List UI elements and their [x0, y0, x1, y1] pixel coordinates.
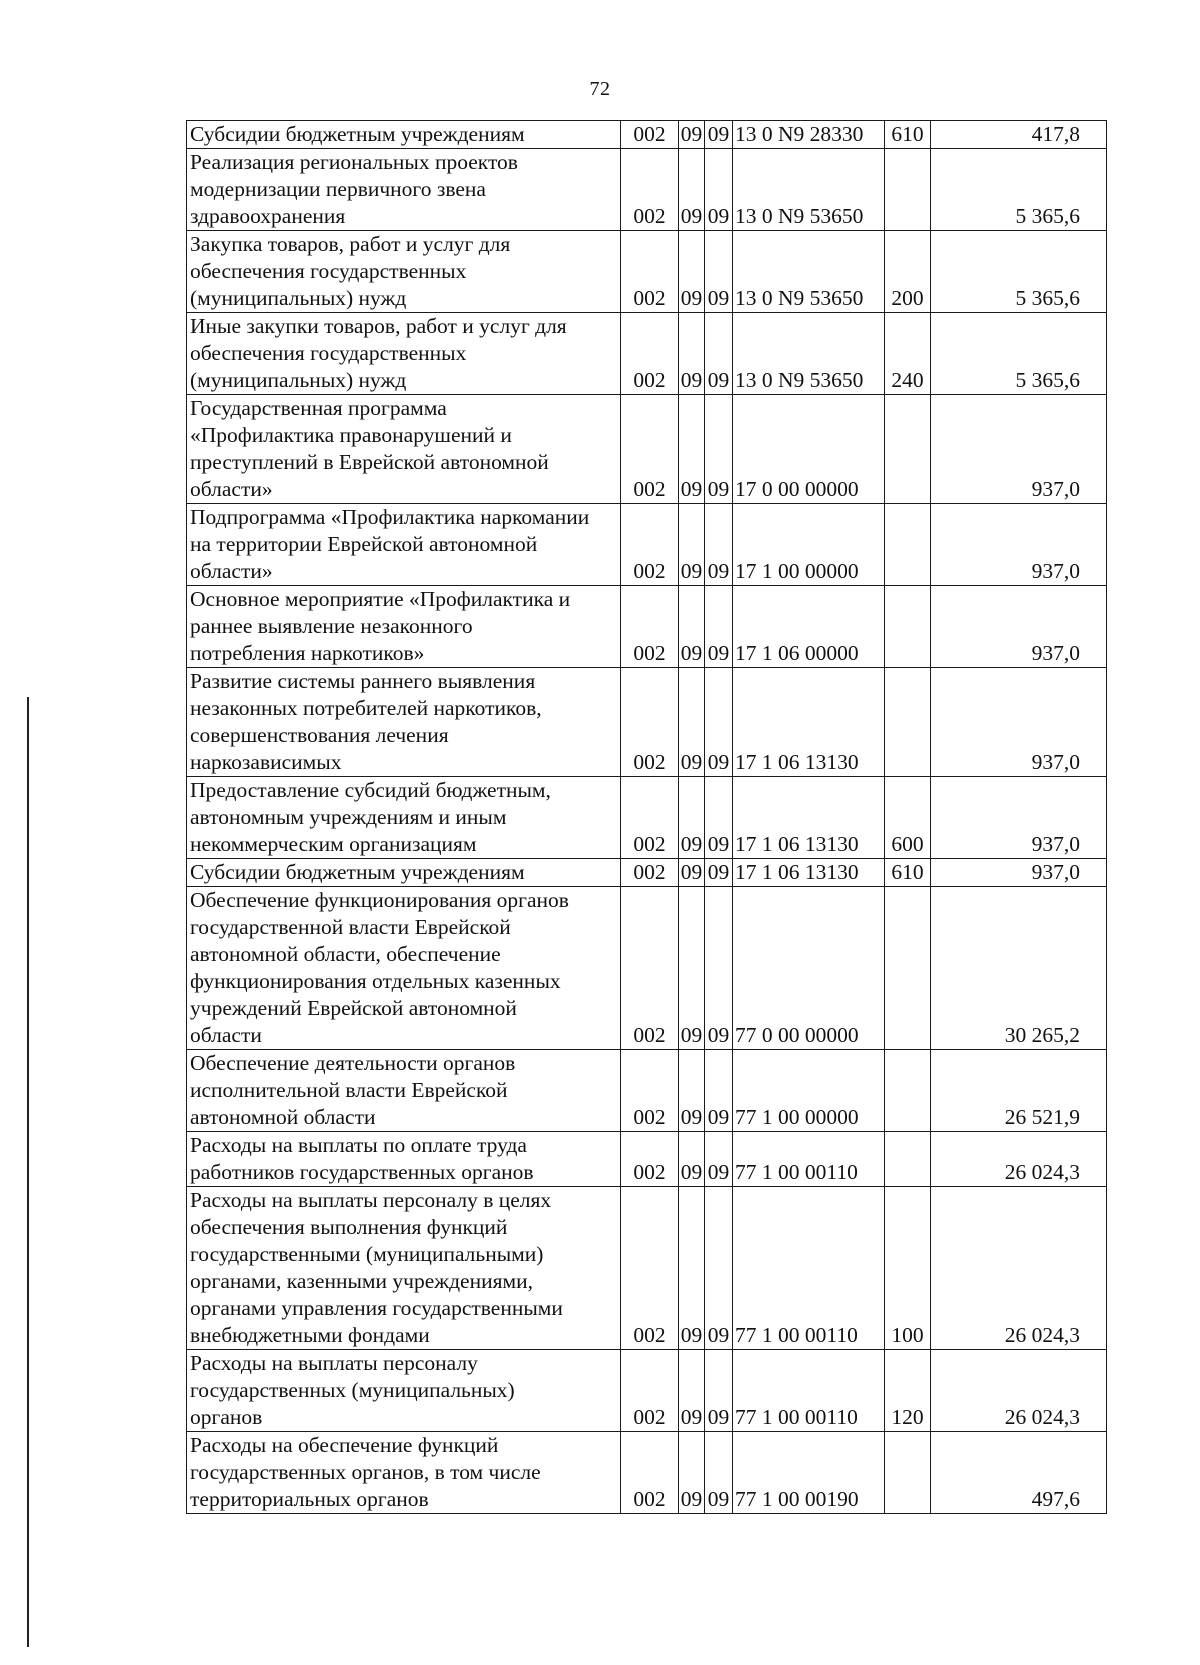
section-code: 09 [679, 887, 705, 1050]
section-code: 09 [679, 1432, 705, 1514]
row-name: Расходы на выплаты персоналу в целях обеспечения выполнения функций государственными (муниципальными) органами, казенными учреждениями, органами управления государственными внебюджетными фондами [187, 1187, 621, 1350]
table-row [187, 121, 1107, 149]
section-code: 09 [679, 668, 705, 777]
subsection-code: 09 [705, 777, 733, 859]
subsection-code: 09 [705, 1132, 733, 1187]
table-row [187, 231, 1107, 313]
expense-type-code [885, 1432, 931, 1514]
subsection-code: 09 [705, 121, 733, 149]
expense-type-code [885, 504, 931, 586]
target-article-code: 13 0 N9 53650 [733, 313, 885, 395]
amount: 937,0 [931, 859, 1107, 887]
table-row [187, 777, 1107, 859]
dept-code: 002 [621, 1050, 679, 1132]
table-row [187, 395, 1107, 504]
page-number: 72 [589, 78, 611, 100]
table-row [187, 1350, 1107, 1432]
target-article-code: 17 1 06 13130 [733, 777, 885, 859]
amount: 5 365,6 [931, 313, 1107, 395]
expense-type-code [885, 586, 931, 668]
dept-code: 002 [621, 313, 679, 395]
subsection-code: 09 [705, 1187, 733, 1350]
expense-type-code: 200 [885, 231, 931, 313]
subsection-code: 09 [705, 586, 733, 668]
amount: 26 024,3 [931, 1350, 1107, 1432]
target-article-code: 17 0 00 00000 [733, 395, 885, 504]
row-name: Расходы на выплаты персоналу государственных (муниципальных) органов [187, 1350, 621, 1432]
expense-type-code [885, 395, 931, 504]
amount: 5 365,6 [931, 231, 1107, 313]
subsection-code: 09 [705, 887, 733, 1050]
expense-type-code: 610 [885, 859, 931, 887]
expense-type-code: 240 [885, 313, 931, 395]
table-row [187, 313, 1107, 395]
table-row [187, 504, 1107, 586]
section-code: 09 [679, 149, 705, 231]
subsection-code: 09 [705, 504, 733, 586]
target-article-code: 13 0 N9 28330 [733, 121, 885, 149]
row-name: Закупка товаров, работ и услуг для обеспечения государственных (муниципальных) нужд [187, 231, 621, 313]
expense-type-code [885, 887, 931, 1050]
subsection-code: 09 [705, 395, 733, 504]
expense-type-code [885, 1050, 931, 1132]
subsection-code: 09 [705, 313, 733, 395]
dept-code: 002 [621, 859, 679, 887]
amount: 937,0 [931, 586, 1107, 668]
subsection-code: 09 [705, 1350, 733, 1432]
expense-type-code [885, 668, 931, 777]
table-row [187, 586, 1107, 668]
target-article-code: 77 1 00 00110 [733, 1132, 885, 1187]
row-name: Развитие системы раннего выявления незаконных потребителей наркотиков, совершенствования лечения наркозависимых [187, 668, 621, 777]
row-name: Подпрограмма «Профилактика наркомании на территории Еврейской автономной области» [187, 504, 621, 586]
dept-code: 002 [621, 504, 679, 586]
expense-type-code [885, 1132, 931, 1187]
dept-code: 002 [621, 395, 679, 504]
expense-type-code: 100 [885, 1187, 931, 1350]
dept-code: 002 [621, 586, 679, 668]
row-name: Предоставление субсидий бюджетным, автономным учреждениям и иным некоммерческим организациям [187, 777, 621, 859]
target-article-code: 77 1 00 00110 [733, 1350, 885, 1432]
amount: 937,0 [931, 504, 1107, 586]
section-code: 09 [679, 777, 705, 859]
amount: 937,0 [931, 395, 1107, 504]
target-article-code: 77 1 00 00000 [733, 1050, 885, 1132]
dept-code: 002 [621, 1187, 679, 1350]
row-name: Государственная программа «Профилактика правонарушений и преступлений в Еврейской автономной области» [187, 395, 621, 504]
row-name: Расходы на обеспечение функций государственных органов, в том числе территориальных органов [187, 1432, 621, 1514]
amount: 30 265,2 [931, 887, 1107, 1050]
section-code: 09 [679, 1350, 705, 1432]
row-name: Реализация региональных проектов модернизации первичного звена здравоохранения [187, 149, 621, 231]
section-code: 09 [679, 121, 705, 149]
dept-code: 002 [621, 668, 679, 777]
dept-code: 002 [621, 231, 679, 313]
budget-table [186, 120, 1107, 1514]
row-name: Субсидии бюджетным учреждениям [187, 859, 621, 887]
dept-code: 002 [621, 1350, 679, 1432]
target-article-code: 77 0 00 00000 [733, 887, 885, 1050]
amount: 26 024,3 [931, 1132, 1107, 1187]
target-article-code: 17 1 06 00000 [733, 586, 885, 668]
row-name: Субсидии бюджетным учреждениям [187, 121, 621, 149]
section-code: 09 [679, 1132, 705, 1187]
dept-code: 002 [621, 777, 679, 859]
target-article-code: 17 1 00 00000 [733, 504, 885, 586]
target-article-code: 77 1 00 00110 [733, 1187, 885, 1350]
table-row [187, 1050, 1107, 1132]
table-row [187, 887, 1107, 1050]
amount: 26 024,3 [931, 1187, 1107, 1350]
subsection-code: 09 [705, 1050, 733, 1132]
table-row [187, 1187, 1107, 1350]
dept-code: 002 [621, 149, 679, 231]
row-name: Иные закупки товаров, работ и услуг для обеспечения государственных (муниципальных) нужд [187, 313, 621, 395]
target-article-code: 13 0 N9 53650 [733, 231, 885, 313]
section-code: 09 [679, 586, 705, 668]
section-code: 09 [679, 1187, 705, 1350]
row-name: Обеспечение функционирования органов государственной власти Еврейской автономной области, обеспечение функционирования отдельных казенных учреждений Еврейской автономной области [187, 887, 621, 1050]
target-article-code: 77 1 00 00190 [733, 1432, 885, 1514]
section-code: 09 [679, 504, 705, 586]
section-code: 09 [679, 1050, 705, 1132]
amount: 417,8 [931, 121, 1107, 149]
dept-code: 002 [621, 1432, 679, 1514]
subsection-code: 09 [705, 859, 733, 887]
amount: 937,0 [931, 777, 1107, 859]
row-name: Обеспечение деятельности органов исполнительной власти Еврейской автономной области [187, 1050, 621, 1132]
amount: 497,6 [931, 1432, 1107, 1514]
target-article-code: 13 0 N9 53650 [733, 149, 885, 231]
table-row [187, 1132, 1107, 1187]
subsection-code: 09 [705, 668, 733, 777]
expense-type-code: 610 [885, 121, 931, 149]
section-code: 09 [679, 231, 705, 313]
dept-code: 002 [621, 121, 679, 149]
section-code: 09 [679, 313, 705, 395]
subsection-code: 09 [705, 149, 733, 231]
expense-type-code: 600 [885, 777, 931, 859]
subsection-code: 09 [705, 1432, 733, 1514]
table-row [187, 1432, 1107, 1514]
table-row [187, 859, 1107, 887]
target-article-code: 17 1 06 13130 [733, 668, 885, 777]
expense-type-code [885, 149, 931, 231]
expense-type-code: 120 [885, 1350, 931, 1432]
subsection-code: 09 [705, 231, 733, 313]
amount: 5 365,6 [931, 149, 1107, 231]
section-code: 09 [679, 395, 705, 504]
scan-margin-line [27, 697, 29, 1647]
amount: 937,0 [931, 668, 1107, 777]
dept-code: 002 [621, 1132, 679, 1187]
target-article-code: 17 1 06 13130 [733, 859, 885, 887]
row-name: Расходы на выплаты по оплате труда работников государственных органов [187, 1132, 621, 1187]
amount: 26 521,9 [931, 1050, 1107, 1132]
row-name: Основное мероприятие «Профилактика и раннее выявление незаконного потребления наркотиков» [187, 586, 621, 668]
table-row [187, 149, 1107, 231]
dept-code: 002 [621, 887, 679, 1050]
section-code: 09 [679, 859, 705, 887]
table-row [187, 668, 1107, 777]
